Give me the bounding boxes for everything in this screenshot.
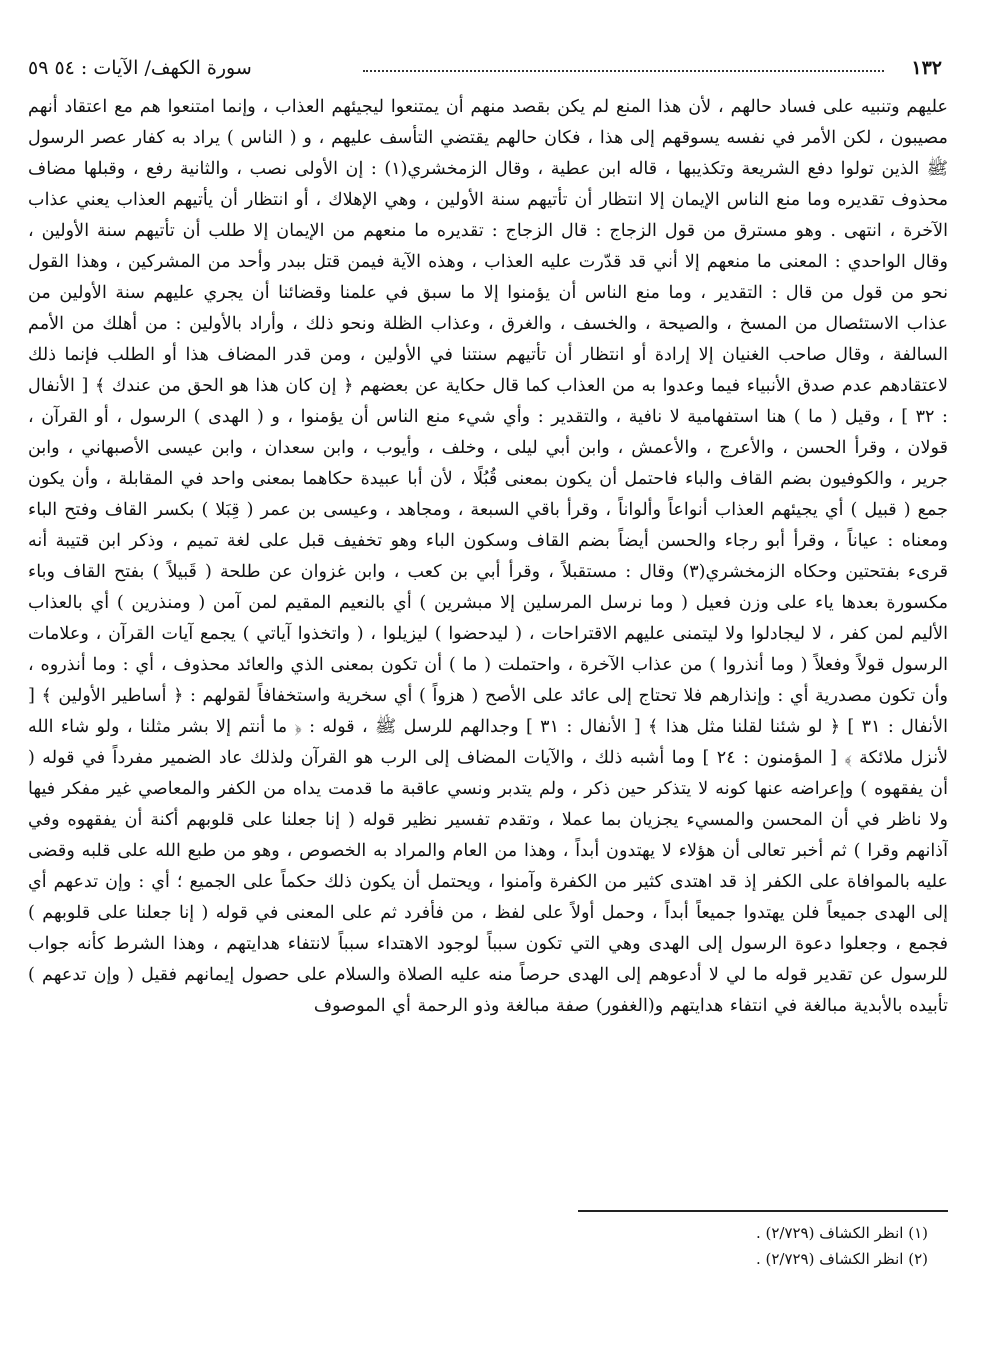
surah-verse-range: سورة الكهف/ الآيات : ٥٤ ٥٩: [28, 57, 252, 79]
book-page: [28, 40, 948, 1340]
page-number: ١٣٢: [911, 57, 942, 79]
footnote-divider: [578, 1210, 948, 1212]
footnotes: [428, 1220, 928, 1272]
footnote-2: (٢) انظر الكشاف (٢/٧٢٩) .: [755, 1250, 928, 1268]
header-dot-leader: [363, 70, 884, 72]
footnote-1: (١) انظر الكشاف (٢/٧٢٩) .: [755, 1224, 928, 1242]
main-text-paragraph: عليهم وتنبيه على فساد حالهم ، لأن هذا المنع لم يكن بقصد منهم أن يمتنعوا ليجيئهم العذاب ، وإنما امتنعوا هم مع اعتقاد أنهم مصيبون ، لكن الأمر في نفسه يسوقهم إلى هذا ، فكان حالهم يقتضي التأسف عليهم ، و ( الناس ) يراد به كفار عصر الرسول ﷺ الذين تولوا دفع الشريعة وتكذيبها ، قاله ابن عطية ، وقال الزمخشري(١) : إن الأولى نصب ، والثانية رفع ، وقبلها مضاف محذوف تقديره وما منع الناس الإيمان إلا انتظار أن تأتيهم سنة الأولين ، وهي الإهلاك ، أو انتظار أن يأتيهم العذاب يعني عذاب الآخرة ، انتهى . وهو مسترق من قول الزجاج : قال الزجاج : تقديره ما منعهم من الإيمان إلا طلب أن تأتيهم سنة الأولين ، وقال الواحدي : المعنى ما منعهم إلا أني قد قدّرت عليه العذاب ، وهذه الآية فيمن قتل ببدر وأحد من المشركين ، وهذا القول نحو من قول من قال : التقدير ، وما منع الناس أن يؤمنوا إلا ما سبق في علمنا وقضائنا أن يجري عليهم سنة الأولين من عذاب الاستئصال من المسخ ، والصيحة ، والخسف ، والغرق ، وعذاب الظلة ونحو ذلك ، وأراد بالأولين : من أهلك من الأمم السالفة ، وقال صاحب الغنيان إلا إرادة أو انتظار أن تأتيهم سنتنا في الأولين ، ومن قدر المضاف هذا أو الطلب فإنما ذلك لاعتقادهم عدم صدق الأنبياء فيما وعدوا به من العذاب كما قال حكاية عن بعضهم ﴿ إن كان هذا هو الحق من عندك ﴾ [ الأنفال : ٣٢ ] ، وقيل ( ما ) هنا استفهامية لا نافية ، والتقدير : وأي شيء منع الناس أن يؤمنوا ، و ( الهدى ) الرسول ، أو القرآن ، قولان ، وقرأ الحسن ، والأعرج ، والأعمش ، وابن أبي ليلى ، وخلف ، وأيوب ، وابن سعدان ، وابن عيسى الأصبهاني ، وابن جرير ، والكوفيون بضم القاف والباء فاحتمل أن يكون بمعنى قُبُلًا ، لأن أبا عبيدة حكاهما بمعنى واحد في المقابلة ، وأن يكون جمع ( قبيل ) أي يجيئهم العذاب أنواعاً وألواناً ، وقرأ باقي السبعة ، ومجاهد ، وعيسى بن عمر ( قِبَلا ) بكسر القاف وفتح الباء ومعناه : عياناً ، وقرأ أبو رجاء والحسن أيضاً بضم القاف وسكون الباء وهو تخفيف قبل على لغة تميم ، وذكر ابن قتيبة أنه قرىء بفتحتين وحكاه الزمخشري(٣) وقال : مستقبلاً ، وقرأ أبي بن كعب ، وابن غزوان عن طلحة ( قَبيلاً ) بفتح القاف وباء مكسورة بعدها ياء على وزن فعيل ( وما نرسل المرسلين إلا مبشرين ) أي بالنعيم المقيم لمن آمن ( ومنذرين ) أي بالعذاب الأليم لمن كفر ، لا ليجادلوا ولا ليتمنى عليهم الاقتراحات ، ( ليدحضوا ) ليزيلوا ، ( واتخذوا آياتي ) يجمع آيات القرآن ، وعلامات الرسول قولاً وفعلاً ( وما أنذروا ) من عذاب الآخرة ، واحتملت ( ما ) أن تكون بمعنى الذي والعائد محذوف ، أي : وما أنذروه ، وأن تكون مصدرية أي : وإنذارهم فلا تحتاج إلى عائد على الأصح ( هزواً ) أي سخرية واستخفافاً لقولهم : ﴿ أساطير الأولين ﴾ [ الأنفال : ٣١ ] ﴿ لو شئنا لقلنا مثل هذا ﴾ [ الأنفال : ٣١ ] وجدالهم للرسل ﷺ ، قوله : ﴿ ما أنتم إلا بشر مثلنا ، ولو شاء الله لأنزل ملائكة ﴾ [ المؤمنون : ٢٤ ] وما أشبه ذلك ، والآيات المضاف إلى الرب هو القرآن ولذلك عاد الضمير مفرداً في قوله ( أن يفقهوه ) وإعراضه عنها كونه لا يتذكر حين ذكر ، ولم يتدبر ونسي عاقبة ما قدمت يداه من الكفر والمعاصي غير مفكر فيها ولا ناظر في أن المحسن والمسيء يجزيان بما عملا ، وتقدم تفسير نظير قوله ( إنا جعلنا على قلوبهم أكنة أن يفقهوه وفي آذانهم وقرا ) ثم أخبر تعالى أن هؤلاء لا يهتدون أبداً ، وهذا من العام والمراد به الخصوص ، وهو من طبع الله على قلبه وقضى عليه بالموافاة على الكفر إذ قد اهتدى كثير من الكفرة وآمنوا ، ويحتمل أن يكون ذلك حكماً على الجميع ؛ أي : وإن تدعهم أي إلى الهدى جميعاً فلن يهتدوا جميعاً أبداً ، وحمل أولاً على لفظ ، من فأفرد ثم على المعنى في قوله ( إنا جعلنا على قلوبهم ) فجمع ، وجعلوا دعوة الرسول إلى الهدى وهي التي تكون سبباً لوجود الاهتداء سبباً لانتفاء هدايتهم ، وهذا الشرط كأنه جواب للرسول عن تقدير قوله ما لي لا أدعوهم إلى الهدى حرصاً منه عليه الصلاة والسلام على حصول إيمانهم فقيل ( وإن تدعهم ) تأبيده بالأبدية مبالغة في انتفاء هدايتهم و(الغفور) صفة مبالغة وذو الرحمة أي الموصوف: [28, 97, 948, 1016]
running-header: [28, 52, 948, 84]
